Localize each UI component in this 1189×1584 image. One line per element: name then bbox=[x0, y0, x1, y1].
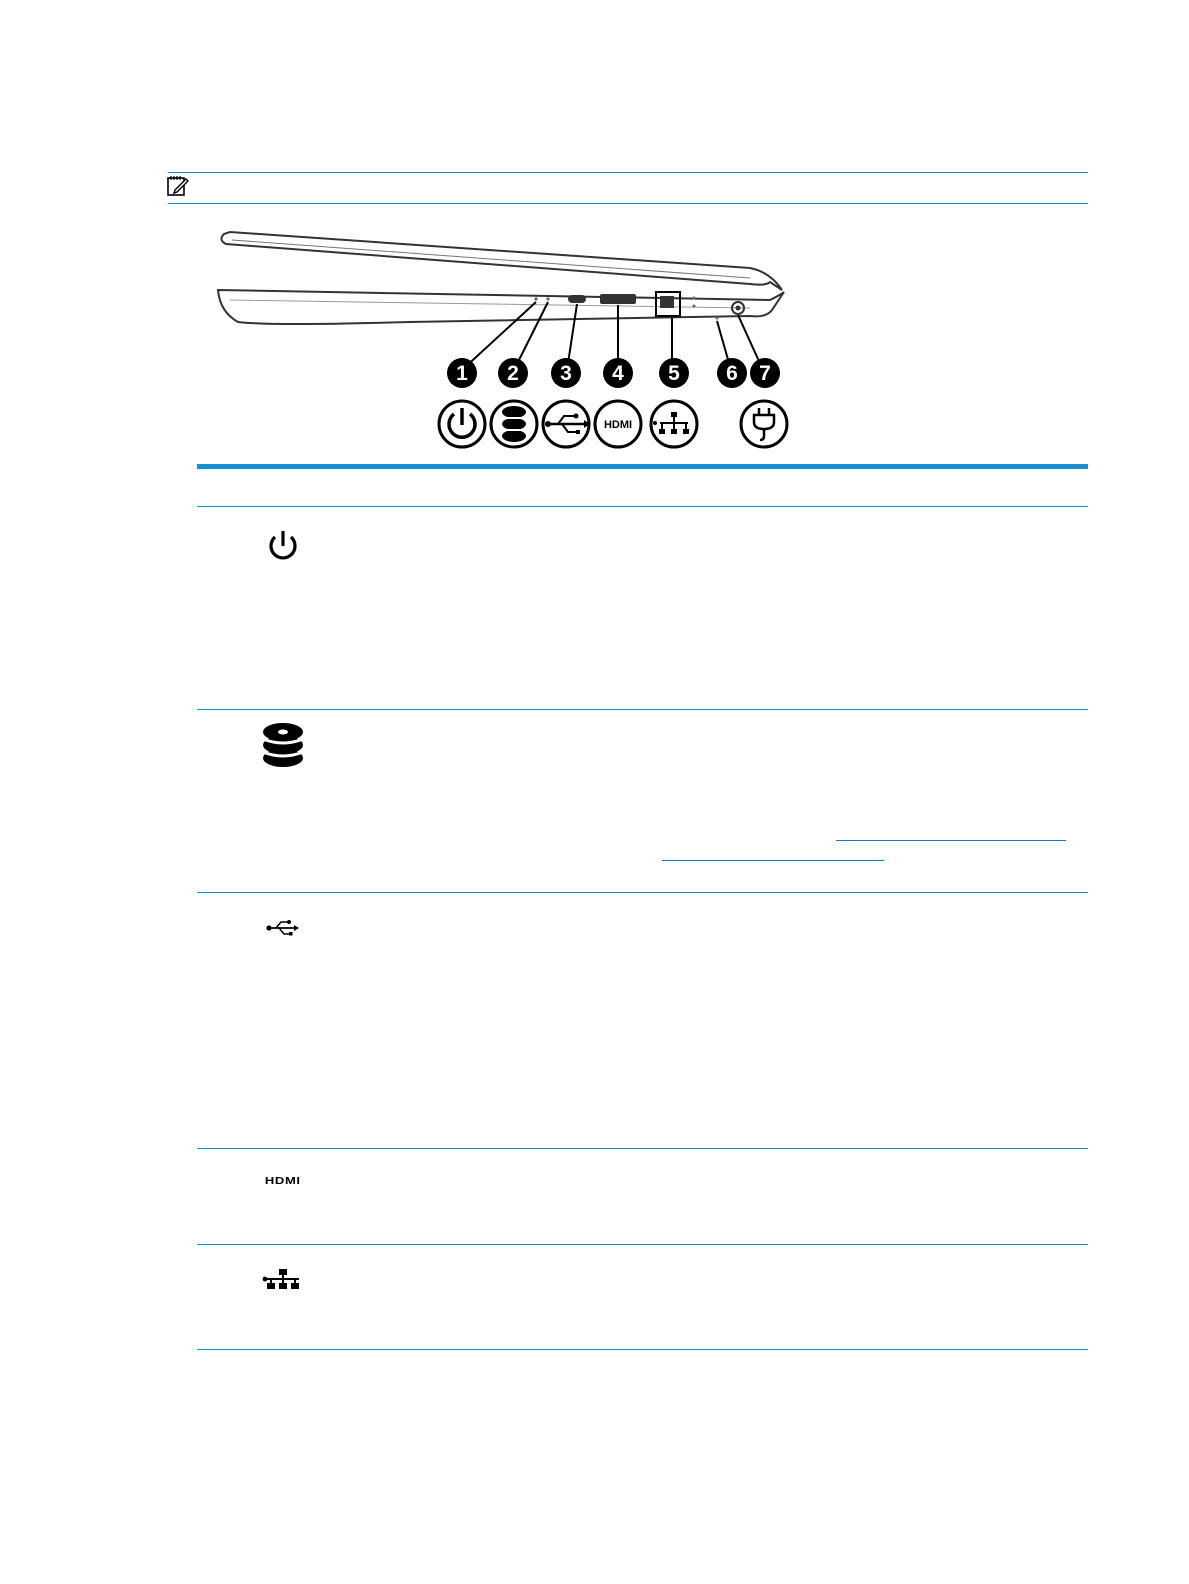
hdmi-icon: HDMI bbox=[265, 1176, 301, 1187]
svg-text:5: 5 bbox=[668, 362, 680, 385]
drive-icon bbox=[258, 720, 308, 770]
callout-7 bbox=[750, 358, 780, 388]
table-rule-6 bbox=[197, 1349, 1088, 1350]
hdmi-icon bbox=[595, 401, 641, 447]
table-row bbox=[248, 528, 318, 564]
callout-5 bbox=[659, 358, 689, 388]
svg-text:3: 3 bbox=[560, 362, 572, 385]
usb-icon bbox=[265, 918, 301, 938]
svg-text:7: 7 bbox=[759, 362, 771, 385]
table-rule-4 bbox=[197, 1148, 1088, 1149]
table-rule-2 bbox=[197, 709, 1088, 710]
hyperlink-underline-2[interactable] bbox=[662, 860, 884, 861]
svg-text:1: 1 bbox=[456, 362, 468, 385]
svg-text:HDMI: HDMI bbox=[603, 419, 633, 431]
usb-icon bbox=[543, 401, 590, 447]
figure-icon-row bbox=[434, 398, 804, 452]
table-rule-5 bbox=[197, 1244, 1088, 1245]
table-row bbox=[248, 1176, 318, 1187]
table-rule-3 bbox=[197, 892, 1088, 893]
power-icon bbox=[265, 528, 301, 564]
callout-4 bbox=[603, 358, 633, 388]
table-row bbox=[248, 1268, 318, 1292]
note-top-rule bbox=[168, 172, 1088, 173]
network-icon bbox=[651, 401, 697, 447]
note-icon bbox=[166, 174, 190, 198]
table-rule-1 bbox=[197, 506, 1088, 507]
callout-3 bbox=[551, 358, 581, 388]
callout-6 bbox=[717, 358, 747, 388]
table-row bbox=[248, 720, 318, 770]
drive-icon bbox=[491, 401, 537, 447]
power-plug-icon bbox=[741, 401, 787, 447]
callout-row bbox=[430, 356, 810, 390]
callout-1 bbox=[447, 358, 477, 388]
svg-text:6: 6 bbox=[726, 362, 738, 385]
svg-text:4: 4 bbox=[612, 362, 624, 385]
note-bottom-rule bbox=[168, 203, 1088, 204]
callout-2 bbox=[498, 358, 528, 388]
svg-text:2: 2 bbox=[507, 362, 519, 385]
hyperlink-underline-1[interactable] bbox=[836, 840, 1066, 841]
power-icon bbox=[439, 401, 485, 447]
table-row bbox=[248, 918, 318, 938]
network-icon bbox=[261, 1268, 305, 1292]
table-header-rule bbox=[197, 464, 1088, 469]
